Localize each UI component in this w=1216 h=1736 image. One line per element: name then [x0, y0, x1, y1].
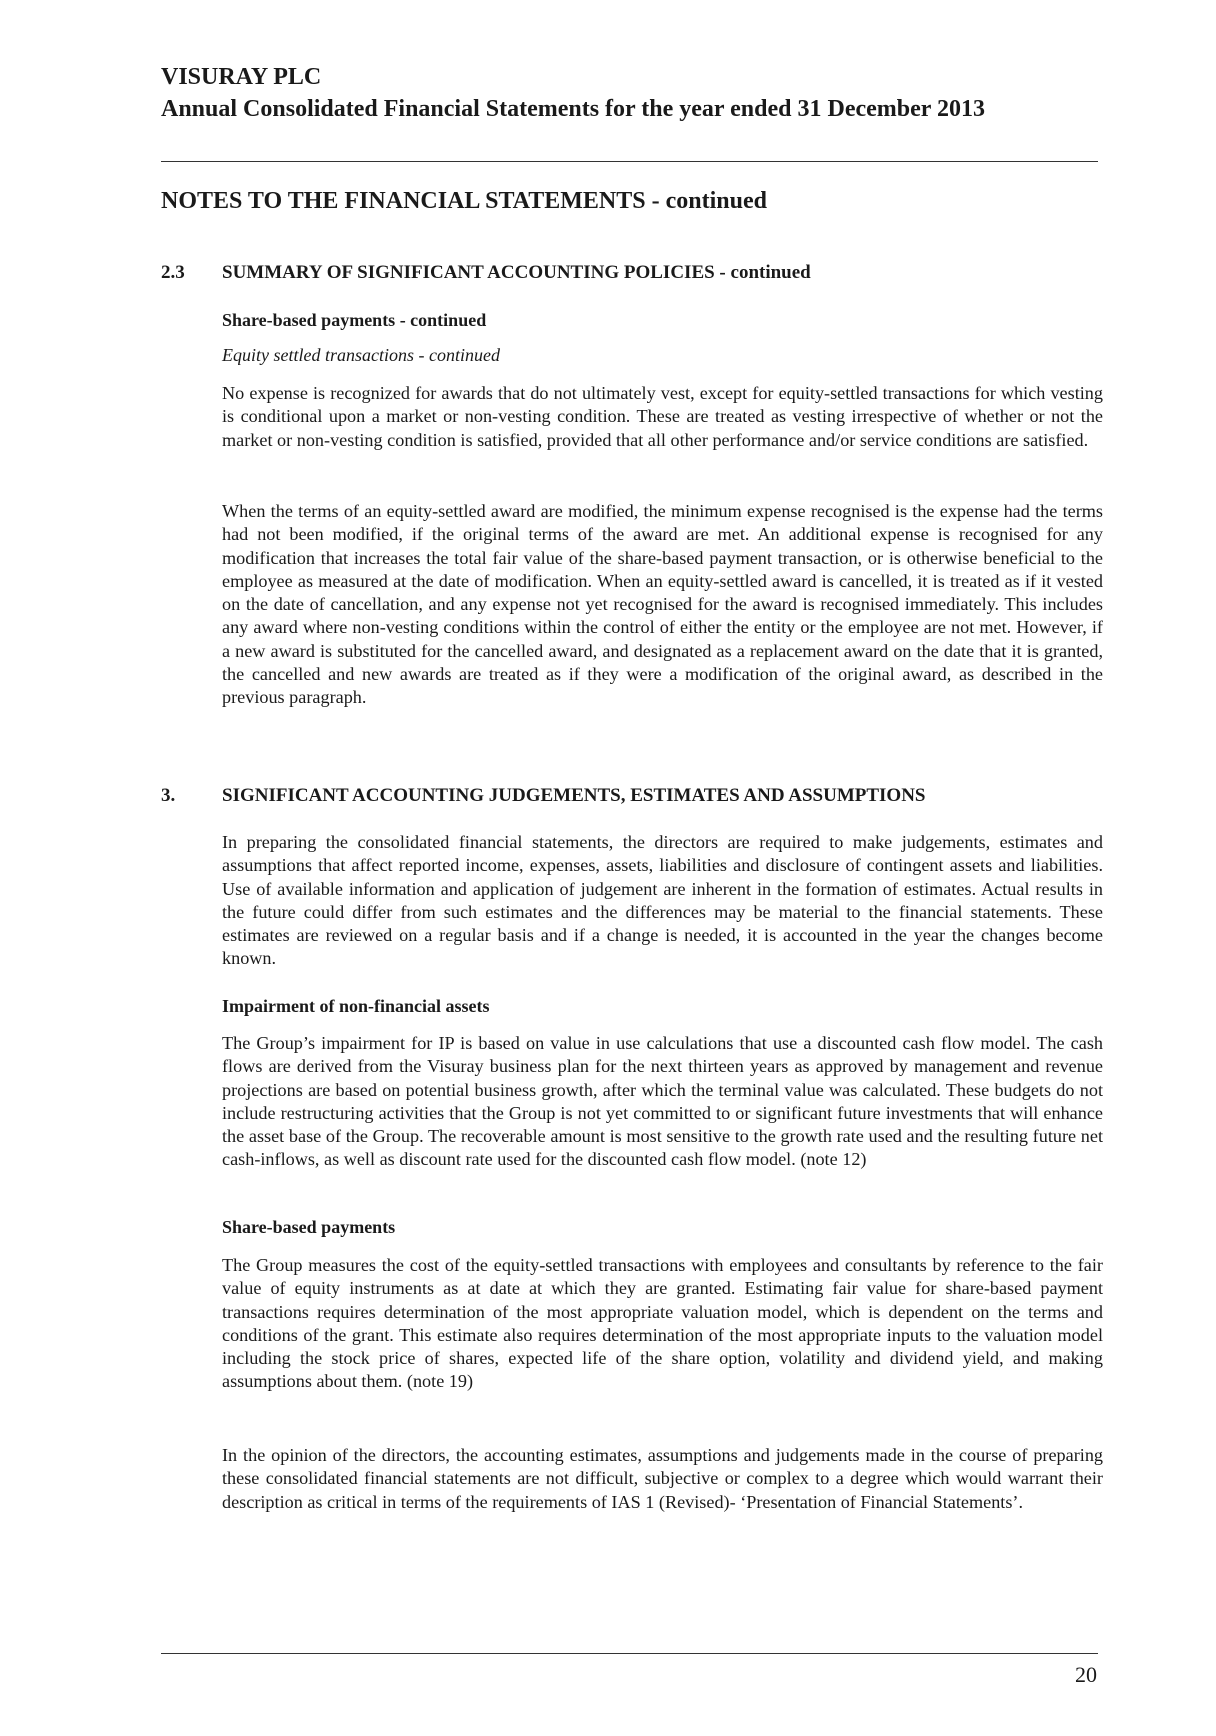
section-2-3-number: 2.3 — [161, 262, 185, 283]
company-name: VISURAY PLC — [161, 64, 322, 90]
share-based-heading: Share-based payments — [222, 1217, 396, 1237]
document-title: Annual Consolidated Financial Statements for the year ended 31 December 2013 — [161, 96, 985, 122]
paragraph-share-based: The Group measures the cost of the equity-settled transactions with employees and consultants by reference to the fair value of equity instruments as at date at which they are granted. Estimating fair value for share-based payment transactions requires determination of the most appropriate valuation model, which is dependent on the terms and conditions of the grant. This estimate also requires determination of the most appropriate inputs to the valuation model including the stock price of shares, expected life of the share option, volatility and dividend yield, and making assumptions about them. (note 19) — [222, 1255, 1103, 1392]
section-2-3-heading: SUMMARY OF SIGNIFICANT ACCOUNTING POLICIES - continued — [222, 262, 811, 283]
paragraph-modification: When the terms of an equity-settled award are modified, the minimum expense recognised is the expense had the terms had not been modified, if the original terms of the award are met. An additional expense is recognised for any modification that increases the total fair value of the share-based payment transaction, or is otherwise beneficial to the employee as measured at the date of modification. When an equity-settled award is cancelled, it is treated as if it vested on the date of cancellation, and any expense not yet recognised for the award is recognised immediately. This includes any award where non-vesting conditions within the control of either the entity or the employee are not met. However, if a new award is substituted for the cancelled award, and designated as a replacement award on the date that it is granted, the cancelled and new awards are treated as if they were a modification of the original award, as described in the previous paragraph. — [222, 501, 1103, 708]
paragraph-impairment: The Group’s impairment for IP is based on value in use calculations that use a discounted cash flow model. The cash flows are derived from the Visuray business plan for the next thirteen years as approved by management and revenue projections are based on potential business growth, after which the terminal value was calculated. These budgets do not include restructuring activities that the Group is not yet committed to or significant future investments that will enhance the asset base of the Group. The recoverable amount is most sensitive to the growth rate used and the resulting future net cash-inflows, as well as discount rate used for the discounted cash flow model. (note 12) — [222, 1033, 1103, 1170]
share-based-continued-heading: Share-based payments - continued — [222, 310, 487, 330]
section-3-heading: SIGNIFICANT ACCOUNTING JUDGEMENTS, ESTIMATES AND ASSUMPTIONS — [222, 785, 926, 806]
paragraph-vesting: No expense is recognized for awards that do not ultimately vest, except for equity-settled transactions for which vesting is conditional upon a market or non-vesting condition. These are treated as vesting irrespective of whether or not the market or non-vesting condition is satisfied, provided that all other performance and/or service conditions are satisfied. — [222, 383, 1103, 450]
page-number: 20 — [1075, 1662, 1097, 1687]
paragraph-judgements-intro: In preparing the consolidated financial statements, the directors are required to make judgements, estimates and assumptions that affect reported income, expenses, assets, liabilities and disclosure of contingent assets and liabilities. Use of available information and application of judgement are inherent in the formation of estimates. Actual results in the future could differ from such estimates and the differences may be material to the financial statements. These estimates are reviewed on a regular basis and if a change is needed, it is accounted in the year the changes become known. — [222, 832, 1103, 969]
paragraph-conclusion: In the opinion of the directors, the accounting estimates, assumptions and judgements made in the course of preparing these consolidated financial statements are not difficult, subjective or complex to a degree which would warrant their description as critical in terms of the requirements of IAS 1 (Revised)- ‘Presentation of Financial Statements’. — [222, 1445, 1103, 1512]
header-divider — [161, 161, 1098, 162]
section-3-number: 3. — [161, 785, 176, 806]
impairment-heading: Impairment of non-financial assets — [222, 996, 490, 1016]
equity-settled-heading: Equity settled transactions - continued — [222, 345, 500, 365]
notes-title: NOTES TO THE FINANCIAL STATEMENTS - continued — [161, 188, 767, 214]
footer-divider — [161, 1653, 1098, 1654]
